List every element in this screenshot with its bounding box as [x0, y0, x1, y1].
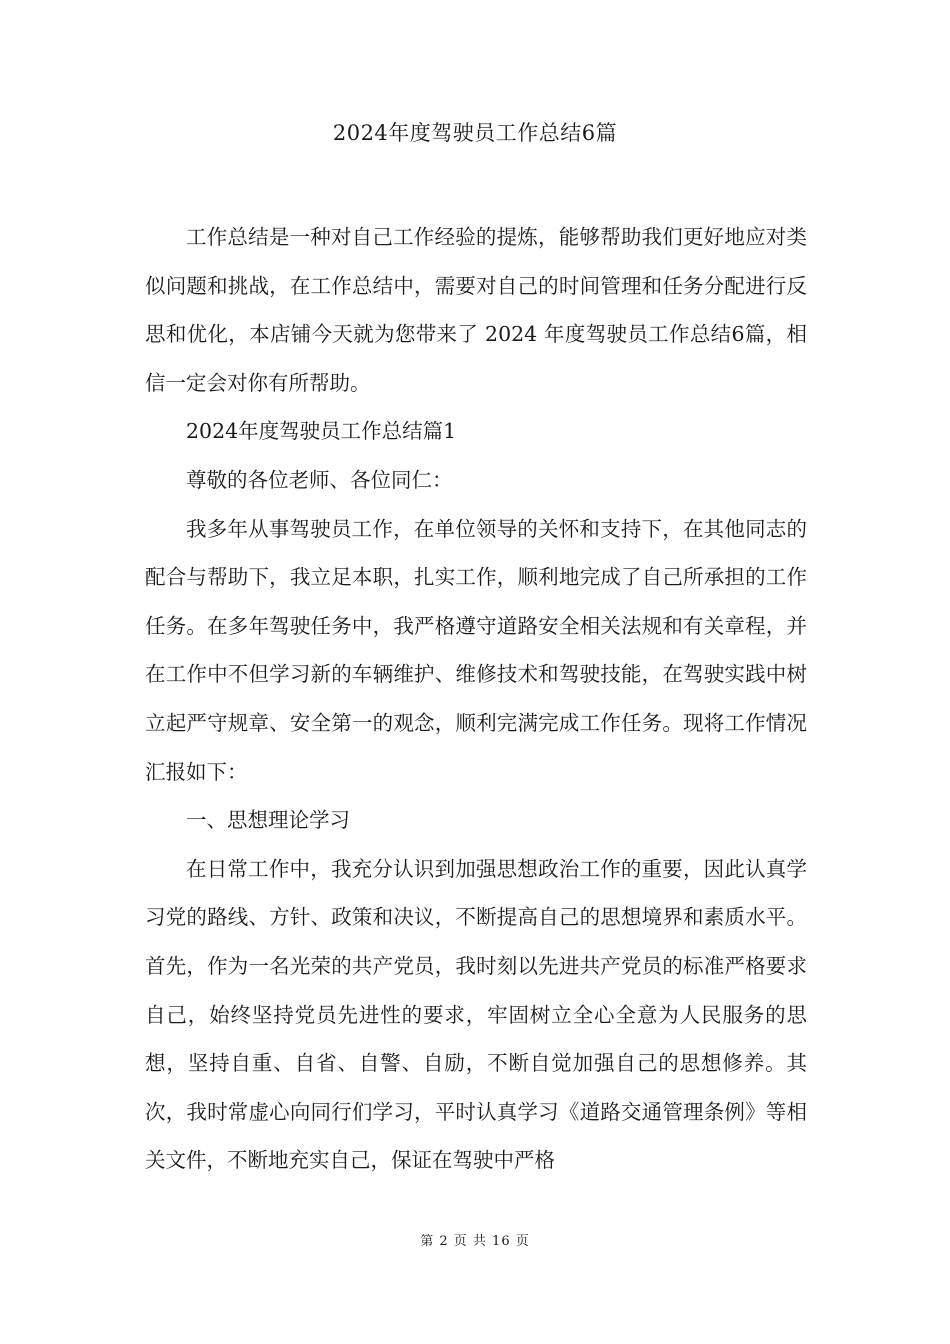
body-paragraph: 在日常工作中，我充分认识到加强思想政治工作的重要，因此认真学习党的路线、方针、政策和决议，不断提高自己的思想境界和素质水平。首先，作为一名光荣的共产党员，我时刻以先进共产党员的标准严格要求自己，始终坚持党员先进性的要求，牢固树立全心全意为人民服务的思想，坚持自重、自省、自警、自励，不断自觉加强自己的思想修养。其次，我时常虚心向同行们学习，平时认真学习《道路交通管理条例》等相关文件，不断地充实自己，保证在驾驶中严格 — [145, 856, 807, 1173]
page-number-footer: 第 2 页 共 16 页 — [420, 1234, 530, 1249]
section-heading-part-1: 2024年度驾驶员工作总结篇1 — [186, 419, 457, 444]
document-title: 2024年度驾驶员工作总结6篇 — [332, 121, 618, 145]
body-paragraph: 我多年从事驾驶员工作，在单位领导的关怀和支持下，在其他同志的配合与帮助下，我立足本职，扎实工作，顺利地完成了自己所承担的工作任务。在多年驾驶任务中，我严格遵守道路安全相关法规和有关章程，并在工作中不但学习新的车辆维护、维修技术和驾驶技能，在驾驶实践中树立起严守规章、安全第一的观念，顺利完满完成工作任务。现将工作情况汇报如下： — [145, 516, 807, 784]
intro-paragraph: 工作总结是一种对自己工作经验的提炼，能够帮助我们更好地应对类似问题和挑战，在工作总结中，需要对自己的时间管理和任务分配进行反思和优化，本店铺今天就为您带来了 2024 年度驾驶员工作总结6篇，相信一定会对你有所帮助。 — [145, 225, 807, 395]
document-body — [145, 213, 807, 1185]
subheading-ideology-study: 一、思想理论学习 — [186, 808, 350, 833]
salutation: 尊敬的各位老师、各位同仁： — [186, 467, 453, 492]
